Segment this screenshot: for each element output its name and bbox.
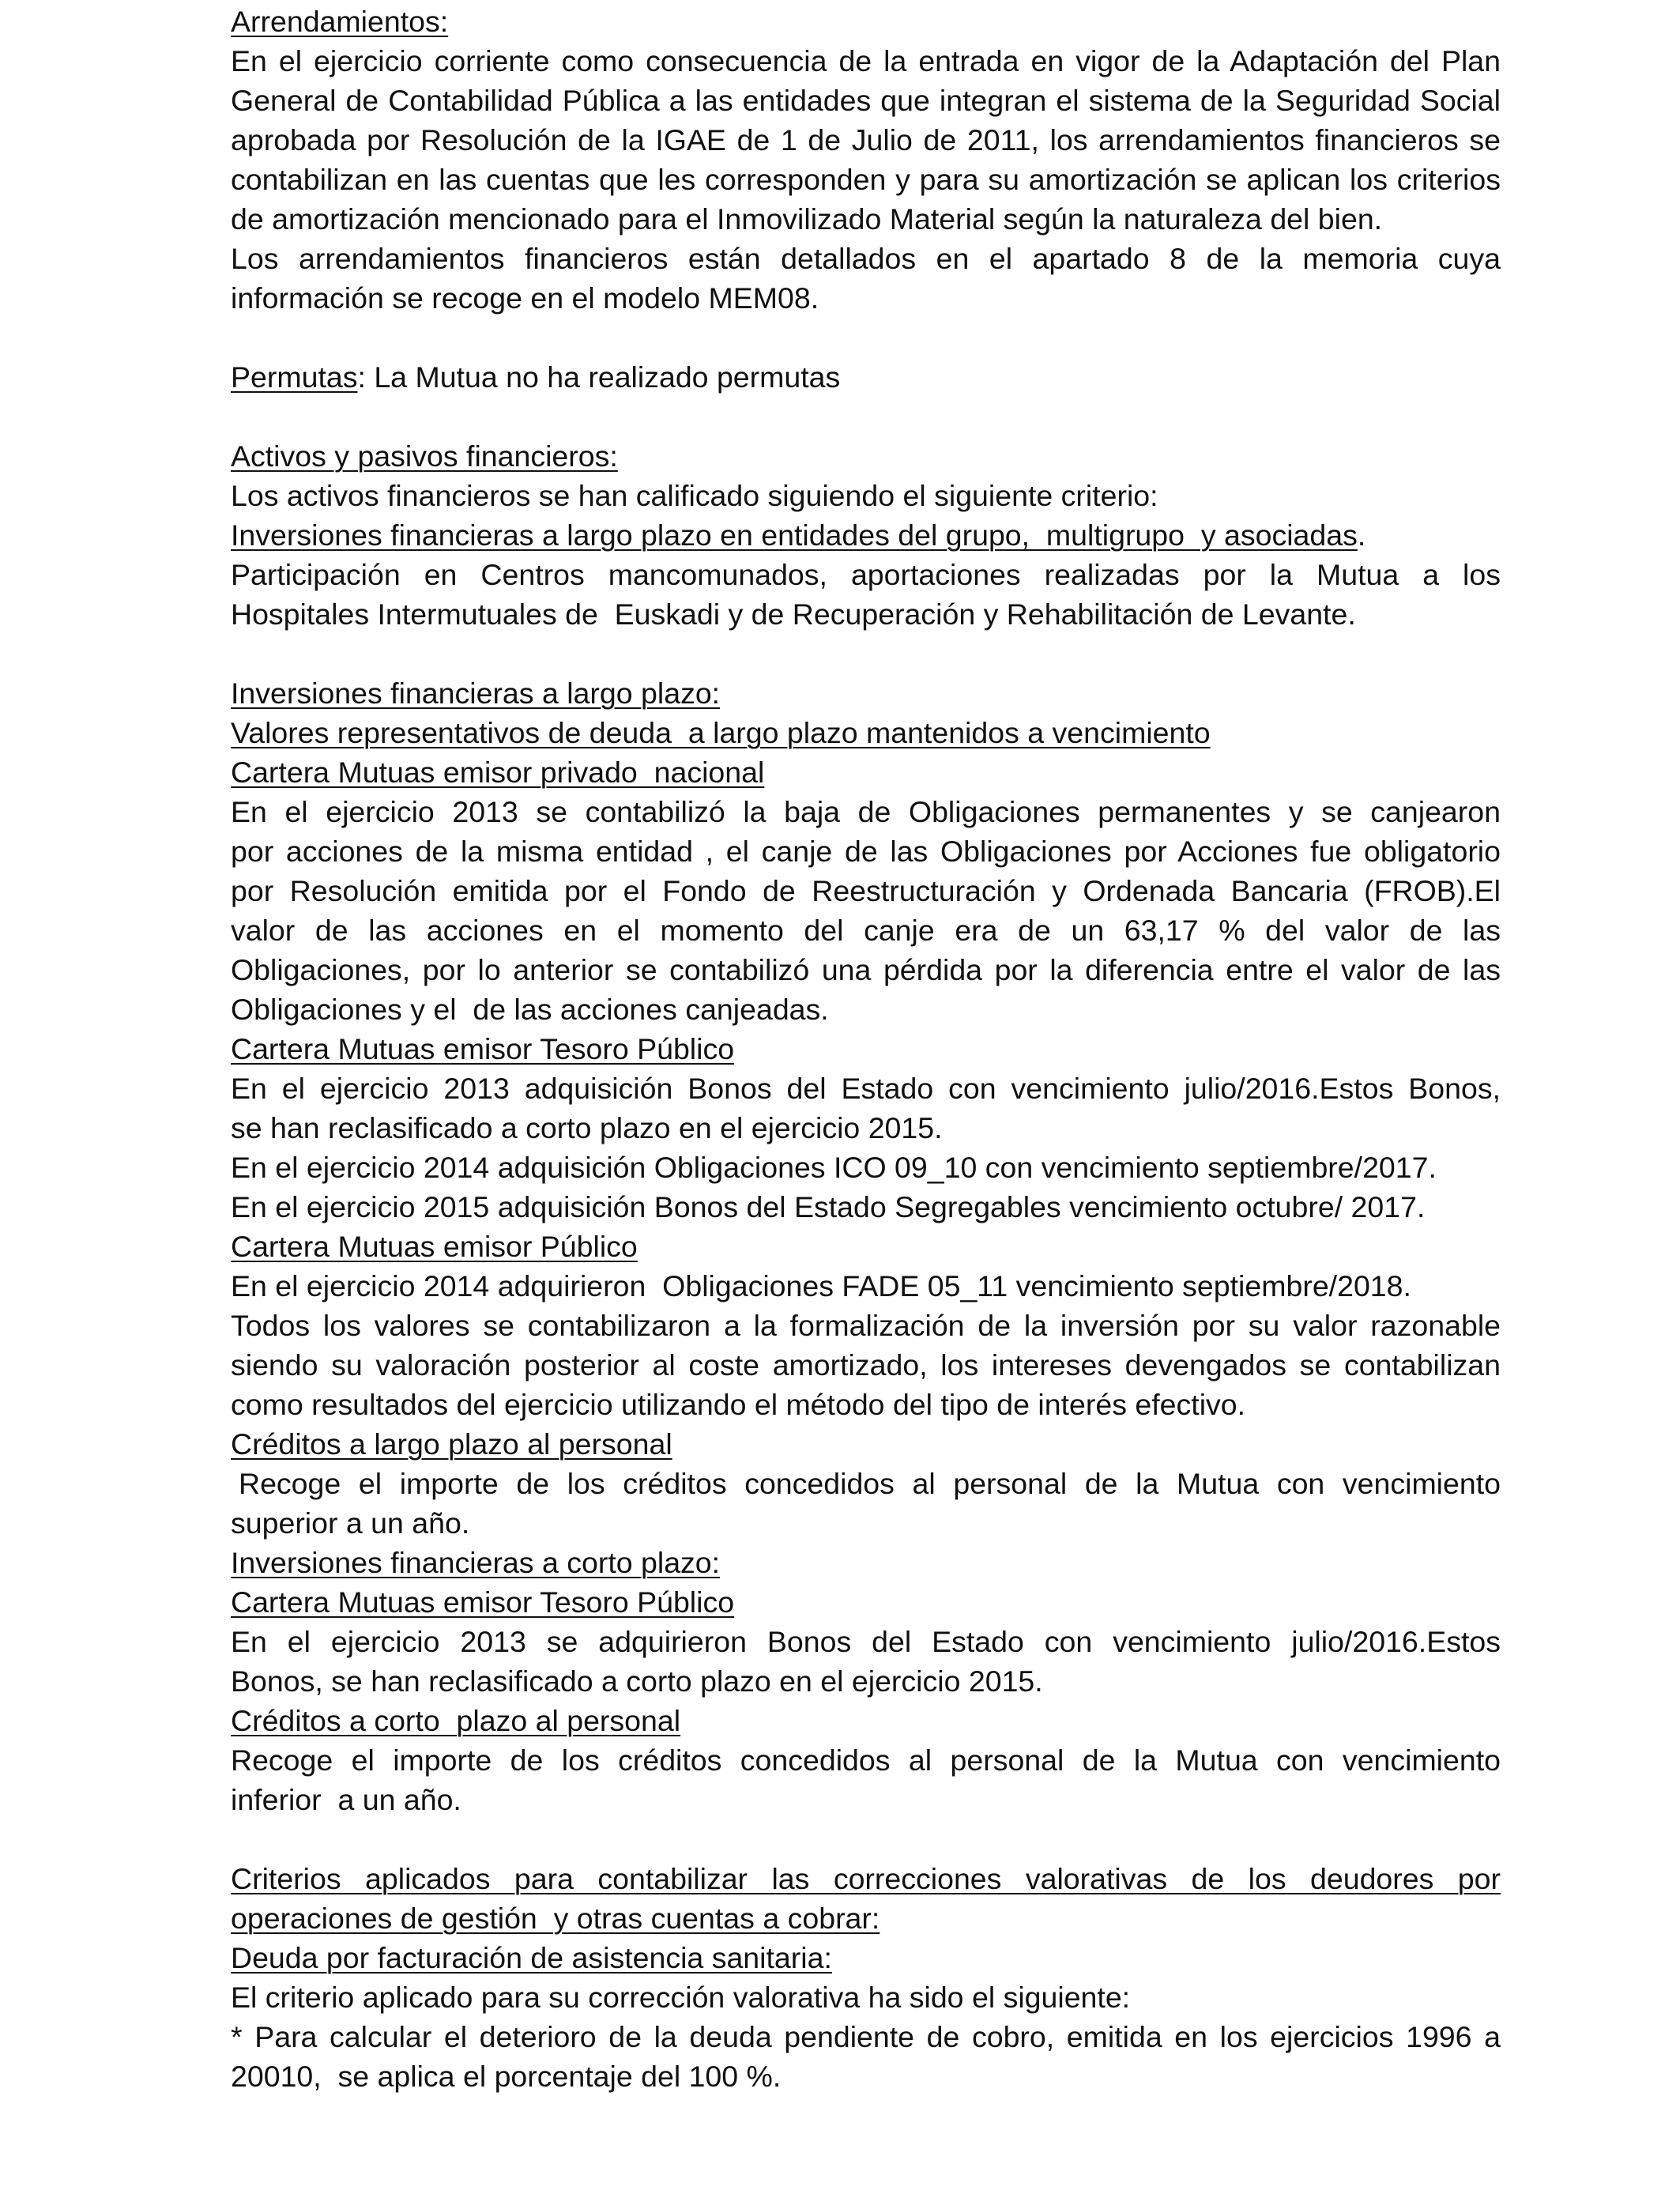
subheading-emisor-tesoro-corto: Cartera Mutuas emisor Tesoro Público xyxy=(231,1585,735,1619)
paragraph-line: contabilizan en las cuentas que les corresponden y para su amortización se aplican los criterios xyxy=(231,163,1501,196)
subheading-emisor-privado: Cartera Mutuas emisor privado nacional xyxy=(231,756,765,789)
blank-line xyxy=(231,634,1501,673)
paragraph-line: como resultados del ejercicio utilizando el método del tipo de interés efectivo. xyxy=(231,1388,1246,1421)
subheading-deuda-asistencia: Deuda por facturación de asistencia sanitaria: xyxy=(231,1941,832,1974)
paragraph-line: General de Contabilidad Pública a las entidades que integran el sistema de la Seguridad Social xyxy=(231,84,1501,117)
paragraph-line: En el ejercicio 2013 se contabilizó la baja de Obligaciones permanentes y se canjearon xyxy=(231,795,1501,828)
paragraph-line: Bonos, se han reclasificado a corto plazo en el ejercicio 2015. xyxy=(231,1664,1043,1698)
section-heading-inversiones-largo-plazo: Inversiones financieras a largo plazo: xyxy=(231,677,721,710)
paragraph-line: El criterio aplicado para su corrección valorativa ha sido el siguiente: xyxy=(231,1981,1131,2014)
subheading-emisor-publico: Cartera Mutuas emisor Público xyxy=(231,1230,638,1263)
section-heading-permutas: Permutas xyxy=(231,360,358,394)
blank-line xyxy=(231,318,1501,357)
paragraph-line: Los arrendamientos financieros están detallados en el apartado 8 de la memoria cuya xyxy=(231,242,1501,275)
paragraph-line: En el ejercicio 2013 se adquirieron Bonos del Estado con vencimiento julio/2016.Estos xyxy=(231,1625,1501,1658)
subheading-creditos-largo-plazo: Créditos a largo plazo al personal xyxy=(231,1427,672,1461)
subheading-line-grupo xyxy=(231,515,1501,555)
document-page xyxy=(231,2,1501,2096)
paragraph-line: Recoge el importe de los créditos concedidos al personal de la Mutua con vencimiento xyxy=(239,1467,1501,1500)
section-heading-correcciones: operaciones de gestión y otras cuentas a cobrar: xyxy=(231,1902,880,1935)
paragraph-line: En el ejercicio 2014 adquirieron Obligaciones FADE 05_11 vencimiento septiembre/2018. xyxy=(231,1269,1411,1302)
subheading-creditos-corto-plazo: Créditos a corto plazo al personal xyxy=(231,1704,681,1737)
paragraph-line: En el ejercicio 2013 adquisición Bonos del Estado con vencimiento julio/2016.Estos Bonos, xyxy=(231,1072,1501,1105)
subheading-grupo-end: . xyxy=(1357,518,1366,552)
paragraph-line: En el ejercicio corriente como consecuencia de la entrada en vigor de la Adaptación del Plan xyxy=(231,44,1501,77)
paragraph-line: aprobada por Resolución de la IGAE de 1 de Julio de 2011, los arrendamientos financieros se xyxy=(231,123,1501,156)
paragraph-line: Los activos financieros se han calificado siguiendo el siguiente criterio: xyxy=(231,479,1158,512)
paragraph-line: Obligaciones y el de las acciones canjeadas. xyxy=(231,993,829,1026)
permutas-text: : La Mutua no ha realizado permutas xyxy=(357,360,841,394)
paragraph-line: valor de las acciones en el momento del canje era de un 63,17 % del valor de las xyxy=(231,914,1501,947)
paragraph-line: información se recoge en el modelo MEM08. xyxy=(231,281,819,315)
blank-line xyxy=(231,1819,1501,1859)
subheading-grupo: Inversiones financieras a largo plazo en entidades del grupo, multigrupo y asociadas xyxy=(231,518,1358,552)
section-heading-arrendamientos: Arrendamientos: xyxy=(231,5,449,38)
section-heading-inversiones-corto-plazo: Inversiones financieras a corto plazo: xyxy=(231,1546,721,1579)
subheading-emisor-tesoro: Cartera Mutuas emisor Tesoro Público xyxy=(231,1032,735,1065)
paragraph-line: Todos los valores se contabilizaron a la formalización de la inversión por su valor razonable xyxy=(231,1309,1501,1342)
subheading-valores-representativos: Valores representativos de deuda a largo plazo mantenidos a vencimiento xyxy=(231,716,1211,749)
paragraph-line: En el ejercicio 2014 adquisición Obligaciones ICO 09_10 con vencimiento septiembre/2017. xyxy=(231,1151,1437,1184)
paragraph-line: * Para calcular el deterioro de la deuda pendiente de cobro, emitida en los ejercicios 1996 a xyxy=(231,2020,1501,2053)
paragraph-line: 20010, se aplica el porcentaje del 100 %. xyxy=(231,2060,782,2093)
section-heading-correcciones: Criterios aplicados para contabilizar las correcciones valorativas de los deudores por xyxy=(231,1862,1501,1895)
paragraph-line: se han reclasificado a corto plazo en el ejercicio 2015. xyxy=(231,1111,943,1144)
paragraph-line: Hospitales Intermutuales de Euskadi y de Recuperación y Rehabilitación de Levante. xyxy=(231,598,1356,631)
permutas-line xyxy=(231,357,1501,397)
paragraph-line: Participación en Centros mancomunados, aportaciones realizadas por la Mutua a los xyxy=(231,558,1501,591)
paragraph-line: superior a un año. xyxy=(231,1506,470,1540)
paragraph-line: Obligaciones, por lo anterior se contabilizó una pérdida por la diferencia entre el valor de las xyxy=(231,953,1501,986)
paragraph-line: En el ejercicio 2015 adquisición Bonos del Estado Segregables vencimiento octubre/ 2017. xyxy=(231,1190,1426,1223)
section-heading-activos-pasivos: Activos y pasivos financieros: xyxy=(231,439,618,473)
paragraph-line: Recoge el importe de los créditos concedidos al personal de la Mutua con vencimiento xyxy=(231,1744,1501,1777)
paragraph-line: inferior a un año. xyxy=(231,1783,461,1816)
paragraph-line: por acciones de la misma entidad , el canje de las Obligaciones por Acciones fue obligatorio xyxy=(231,835,1501,868)
paragraph-line: siendo su valoración posterior al coste amortizado, los intereses devengados se contabilizan xyxy=(231,1348,1501,1382)
blank-line xyxy=(231,397,1501,436)
paragraph-line: por Resolución emitida por el Fondo de Reestructuración y Ordenada Bancaria (FROB).El xyxy=(231,874,1501,907)
paragraph-line: de amortización mencionado para el Inmovilizado Material según la naturaleza del bien. xyxy=(231,202,1383,236)
